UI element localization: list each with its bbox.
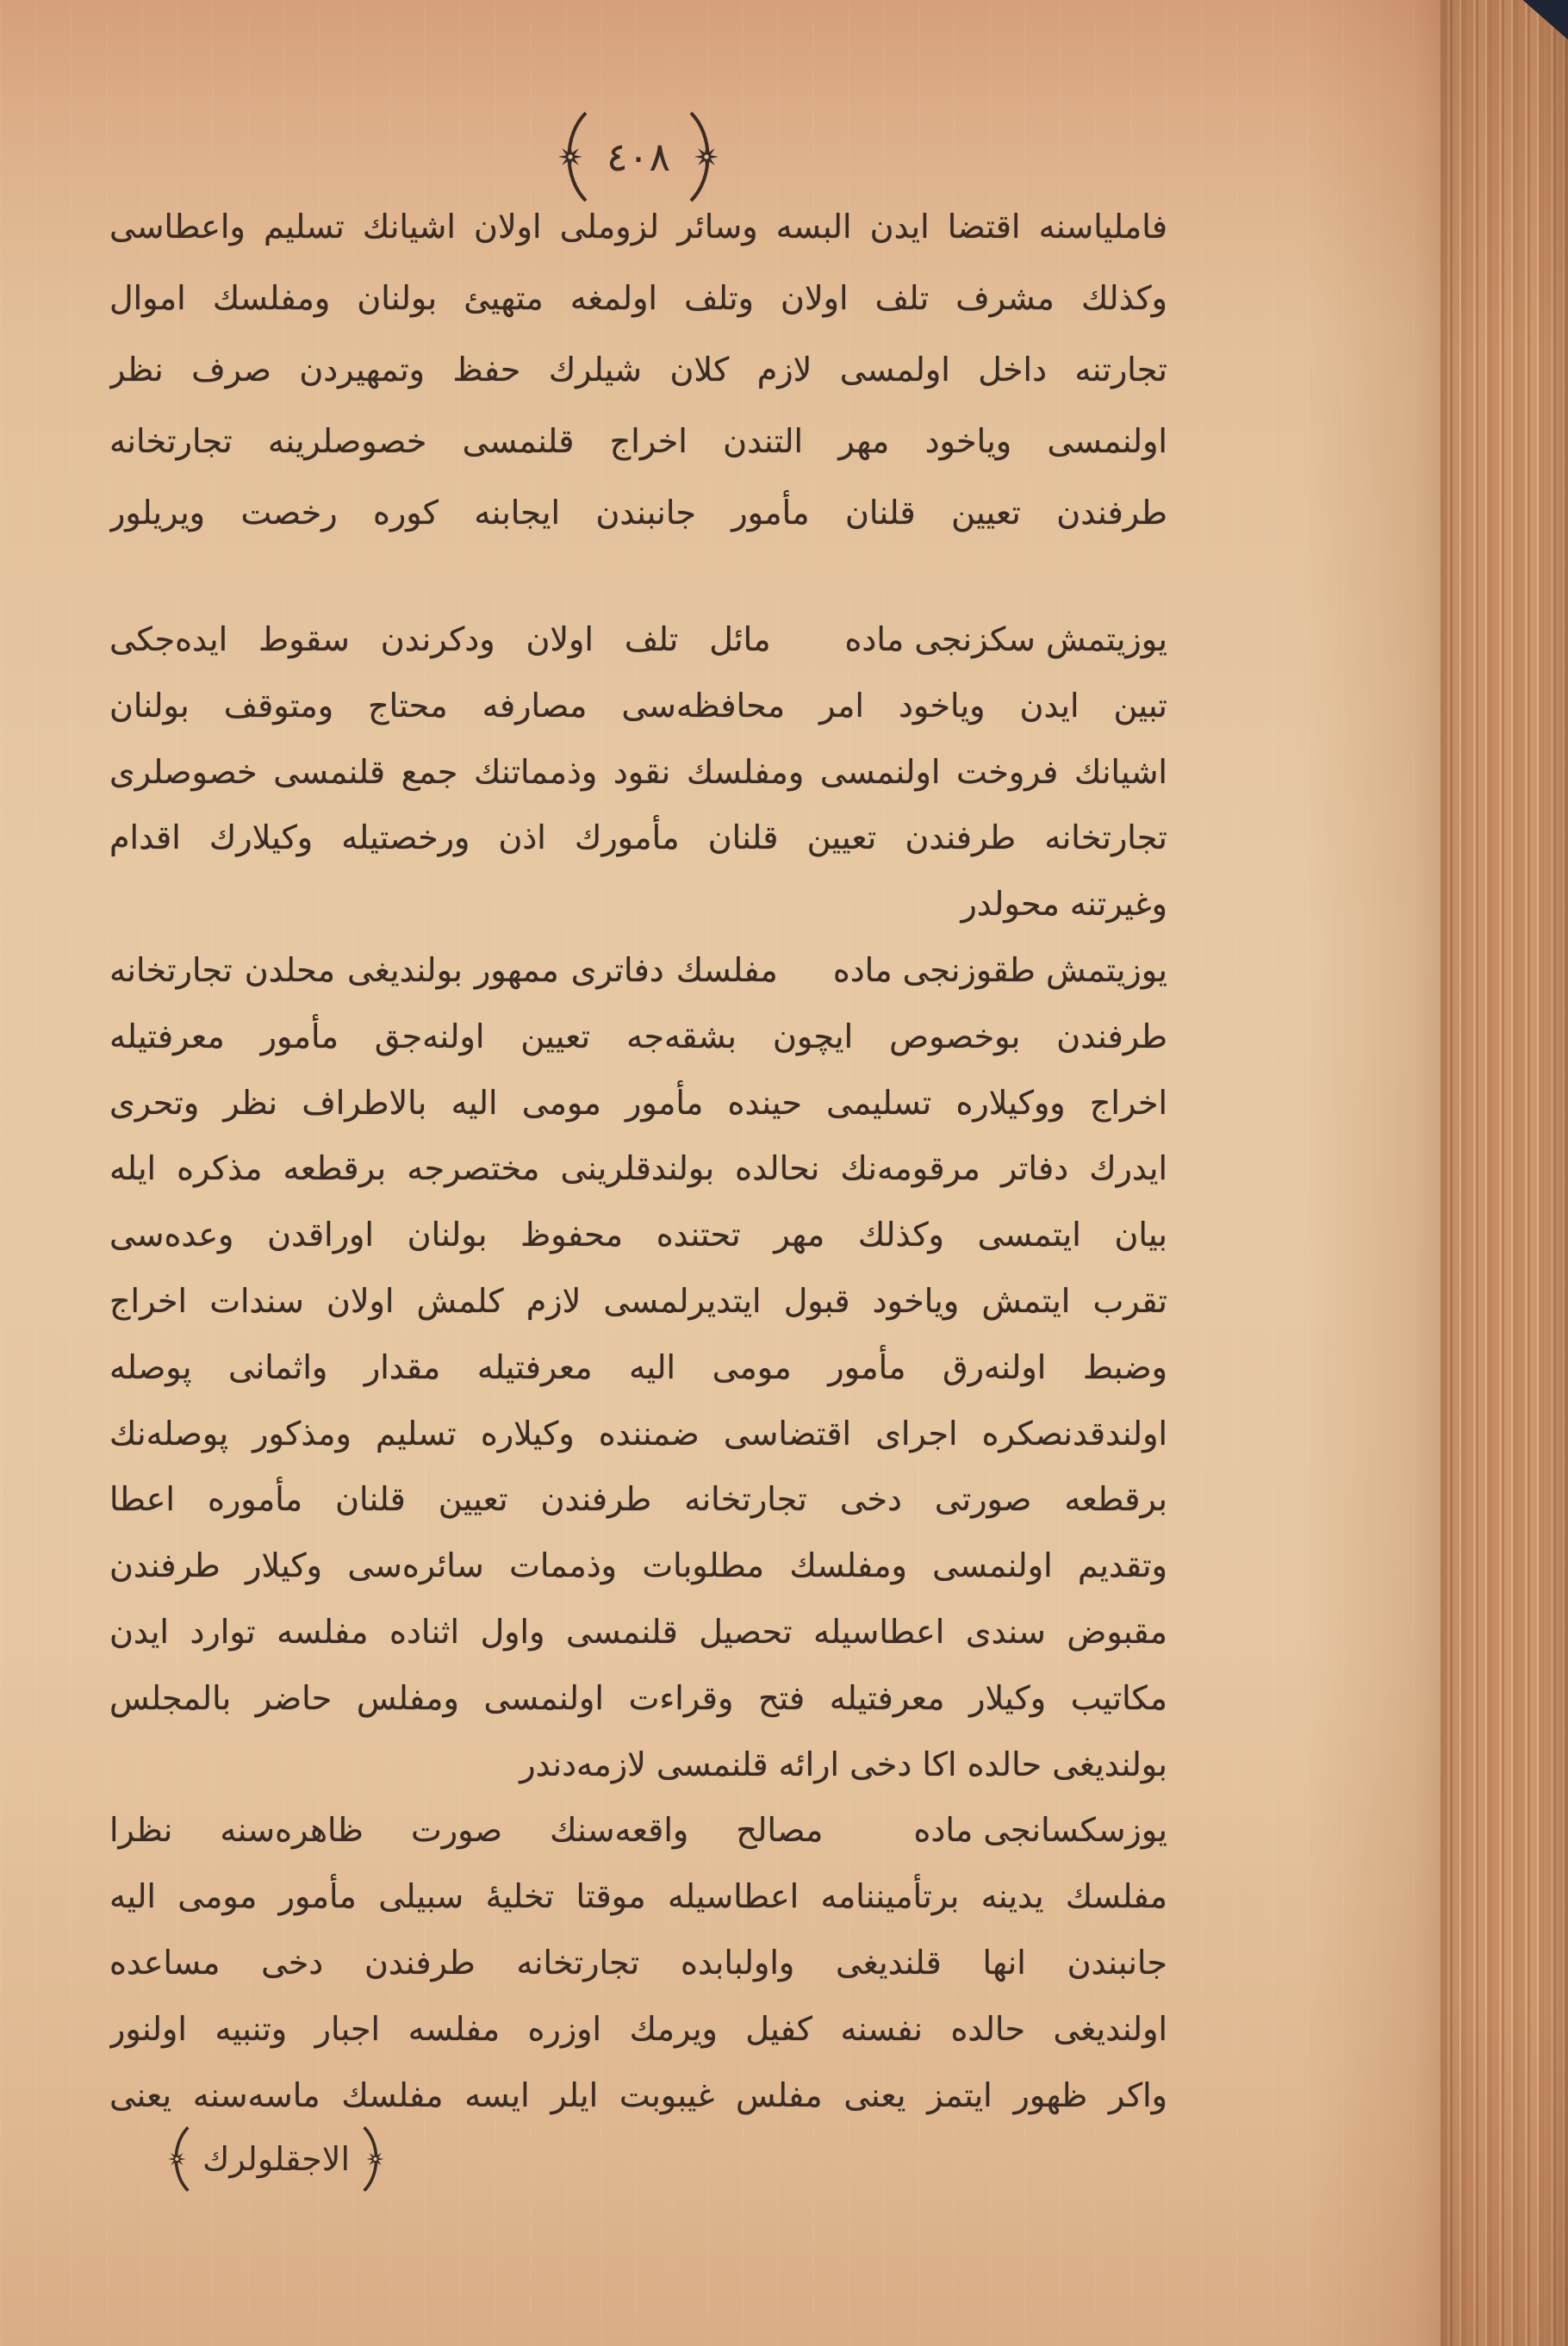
text-line: مكاتيب وكيلار معرفتيله فتح وقراءت اولنمسى ومفلس حاضر بالمجلس xyxy=(109,1678,1167,1717)
text-line: واكر ظهور ايتمز يعنى مفلس غيبوبت ايلر ايسه مفلسك ماسه‌سنه يعنى xyxy=(109,2075,1167,2114)
text-line: طرفندن تعيين قلنان مأمور جانبندن ايجابنه كوره رخصت ويريلور xyxy=(109,494,1167,532)
page-number: ٤٠٨ xyxy=(606,134,671,180)
article-first-line xyxy=(109,607,1167,673)
article-179 xyxy=(109,937,1167,1797)
text-line: جانبندن انها قلنديغى واولبابده تجارتخانه طرفندن دخى مساعده xyxy=(109,1943,1167,1982)
text-line: بولنديغى حالده اكا دخى ارائه قلنمسى لازمه‌دندر xyxy=(520,1745,1167,1783)
article-heading: يوزيتمش طقوزنجى ماده xyxy=(832,950,1167,989)
continuation-paragraph xyxy=(109,191,1167,549)
article-first-line xyxy=(109,937,1167,1004)
left-flower-bracket-ornament-icon xyxy=(553,109,596,204)
article-180 xyxy=(109,1797,1167,2128)
article-heading: يوزسكسانجى ماده xyxy=(913,1811,1167,1850)
right-flower-bracket-ornament-icon xyxy=(681,109,724,204)
right-flower-bracket-ornament-icon xyxy=(357,2125,388,2194)
text-line: فاملياسنه اقتضا ايدن البسه وسائر لزوملى اولان اشيانك تسليم واعطاسى xyxy=(109,208,1167,246)
page-number-header xyxy=(535,109,742,204)
article-heading: يوزيتمش سكزنجى ماده xyxy=(844,620,1167,658)
stacked-page-edges xyxy=(1440,0,1568,2346)
text-line: تجارتخانه طرفندن تعيين قلنان مأمورك اذن ورخصتيله وكيلارك اقدام xyxy=(109,818,1167,857)
catchword xyxy=(165,2125,388,2194)
text-line: مقبوض سندى اعطاسيله تحصيل قلنمسى واول اثناده مفلسه توارد ايدن xyxy=(109,1612,1167,1651)
text-line: اولنمسى وياخود مهر التندن اخراج قلنمسى خصوصلرينه تجارتخانه xyxy=(109,422,1167,460)
text-line: اخراج ووكيلاره تسليمى حينده مأمور مومى اليه بالاطراف نظر وتحرى xyxy=(109,1083,1167,1122)
text-line: اشيانك فروخت اولنمسى ومفلسك نقود وذمماتنك جمع قلنمسى خصوصلرى xyxy=(109,752,1167,791)
text-line: وكذلك مشرف تلف اولان وتلف اولمغه متهيئ بولنان ومفلسك اموال xyxy=(109,279,1167,317)
text-line: وغيرتنه محولدر xyxy=(961,885,1167,924)
catchword-text: الاجقلولرك xyxy=(202,2140,351,2178)
text-line: مائل تلف اولان ودكرندن سقوط ايده‌جكى xyxy=(109,620,771,658)
text-line: طرفندن بوخصوص ايچون بشقه‌جه تعيين اولنه‌جق مأمور معرفتيله xyxy=(109,1017,1167,1055)
text-line: اولندقدنصكره اجراى اقتضاسى ضمننده وكيلاره تسليم ومذكور پوصله‌نك xyxy=(109,1414,1167,1453)
text-line: وتقديم اولنمسى ومفلسك مطلوبات وذممات سائره‌سى وكيلار طرفندن xyxy=(109,1546,1167,1585)
text-line: اولنديغى حالده نفسنه كفيل ويرمك اوزره مفلسه اجبار وتنبيه اولنور xyxy=(109,2009,1167,2048)
article-first-line xyxy=(109,1797,1167,1864)
text-line: وضبط اولنه‌رق مأمور مومى اليه معرفتيله مقدار واثمانى پوصله xyxy=(109,1347,1167,1386)
text-line: تقرب ايتمش وياخود قبول ايتديرلمسى لازم كلمش اولان سندات اخراج xyxy=(109,1281,1167,1320)
article-178 xyxy=(109,607,1167,937)
left-flower-bracket-ornament-icon xyxy=(165,2125,196,2194)
text-line: ايدرك دفاتر مرقومه‌نك نحالده بولندقلرينى مختصرجه برقطعه مذكره ايله xyxy=(109,1149,1167,1188)
articles xyxy=(109,607,1167,2128)
text-line: تبين ايدن وياخود امر محافظه‌سى مصارفه محتاج ومتوقف بولنان xyxy=(109,686,1167,725)
text-line: بيان ايتمسى وكذلك مهر تحتنده محفوظ بولنان اوراقدن وعده‌سى xyxy=(109,1216,1167,1254)
text-line: برقطعه صورتى دخى تجارتخانه طرفندن تعيين قلنان مأموره اعطا xyxy=(109,1480,1167,1519)
text-line: مصالح واقعه‌سنك صورت ظاهره‌سنه نظرا xyxy=(109,1811,824,1850)
text-line: تجارتنه داخل اولمسى لازم كلان شيلرك حفظ وتمهيردن صرف نظر xyxy=(109,351,1167,389)
text-line: مفلسك يدينه برتأميننامه اعطاسيله موقتا تخليهٔ سبيلى مأمور مومى اليه xyxy=(109,1877,1167,1916)
text-line: مفلسك دفاترى ممهور بولنديغى محلدن تجارتخانه xyxy=(109,950,778,989)
